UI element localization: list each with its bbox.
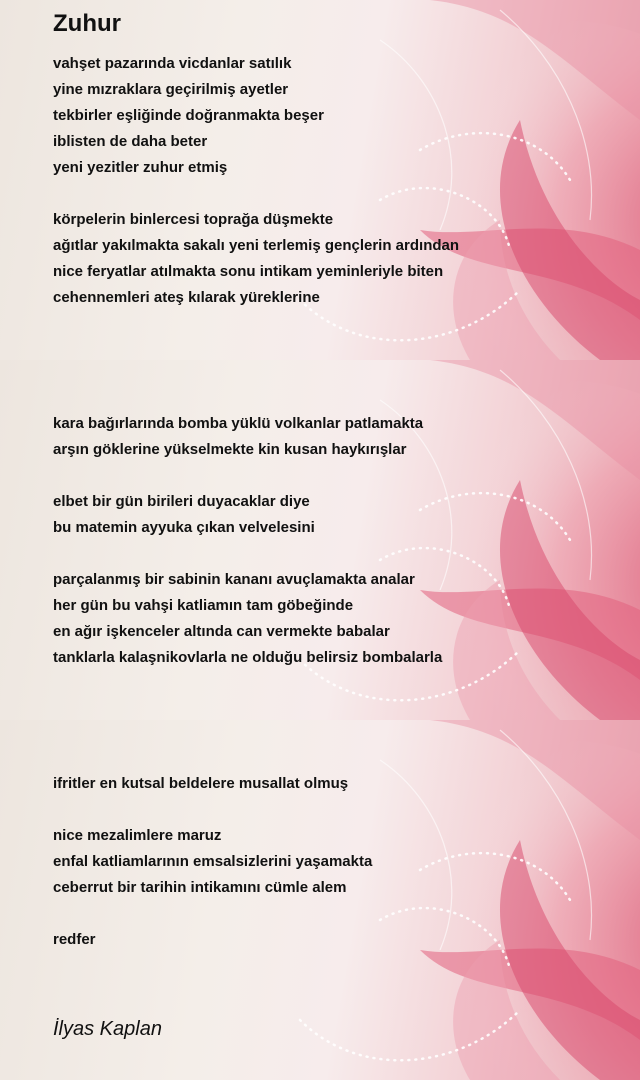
poem-line: ağıtlar yakılmakta sakalı yeni terlemiş gençlerin ardından [53, 237, 460, 254]
poem-line: enfal katliamlarının emsalsizlerini yaşamakta [53, 853, 373, 870]
poem-line: elbet bir gün birileri duyacaklar diye [53, 493, 310, 510]
poem-line: cehennemleri ateş kılarak yüreklerine [53, 289, 320, 306]
poem-title: Zuhur [53, 10, 121, 37]
poem-line: tekbirler eşliğinde doğranmakta beşer [53, 107, 324, 124]
poem-line: arşın göklerine yükselmekte kin kusan haykırışlar [53, 441, 407, 458]
poem-line: kara bağırlarında bomba yüklü volkanlar patlamakta [53, 415, 424, 432]
poem-line: nice mezalimlere maruz [53, 827, 222, 844]
stanza [53, 489, 315, 541]
poem-line: yine mızraklara geçirilmiş ayetler [53, 81, 289, 98]
stanza [53, 411, 423, 463]
poem-line: iblisten de daha beter [53, 133, 208, 150]
poem-line: ceberrut bir tarihin intikamını cümle alem [53, 879, 347, 896]
poem-line: her gün bu vahşi katliamın tam göbeğinde [53, 597, 354, 614]
poem-line: bu matemin ayyuka çıkan velvelesini [53, 519, 315, 536]
poem-line: körpelerin binlercesi toprağa düşmekte [53, 211, 334, 228]
poem-line: ifritler en kutsal beldelere musallat olmuş [53, 775, 349, 792]
poem-line: tanklarla kalaşnikovlarla ne olduğu belirsiz bombalarla [53, 649, 443, 666]
poem-line: vahşet pazarında vicdanlar satılık [53, 55, 292, 72]
stanza [53, 927, 96, 953]
stanza [53, 207, 459, 311]
poem-author: İlyas Kaplan [53, 1018, 162, 1040]
poem-line: redfer [53, 931, 96, 948]
poem-line: nice feryatlar atılmakta sonu intikam yeminleriyle biten [53, 263, 444, 280]
stanza [53, 823, 372, 901]
stanza [53, 51, 324, 181]
poem-line: parçalanmış bir sabinin kananı avuçlamakta analar [53, 571, 415, 588]
poem-line: yeni yezitler zuhur etmiş [53, 159, 228, 176]
stanza [53, 771, 348, 797]
poem-line: en ağır işkenceler altında can vermekte babalar [53, 623, 390, 640]
stanza [53, 567, 442, 671]
